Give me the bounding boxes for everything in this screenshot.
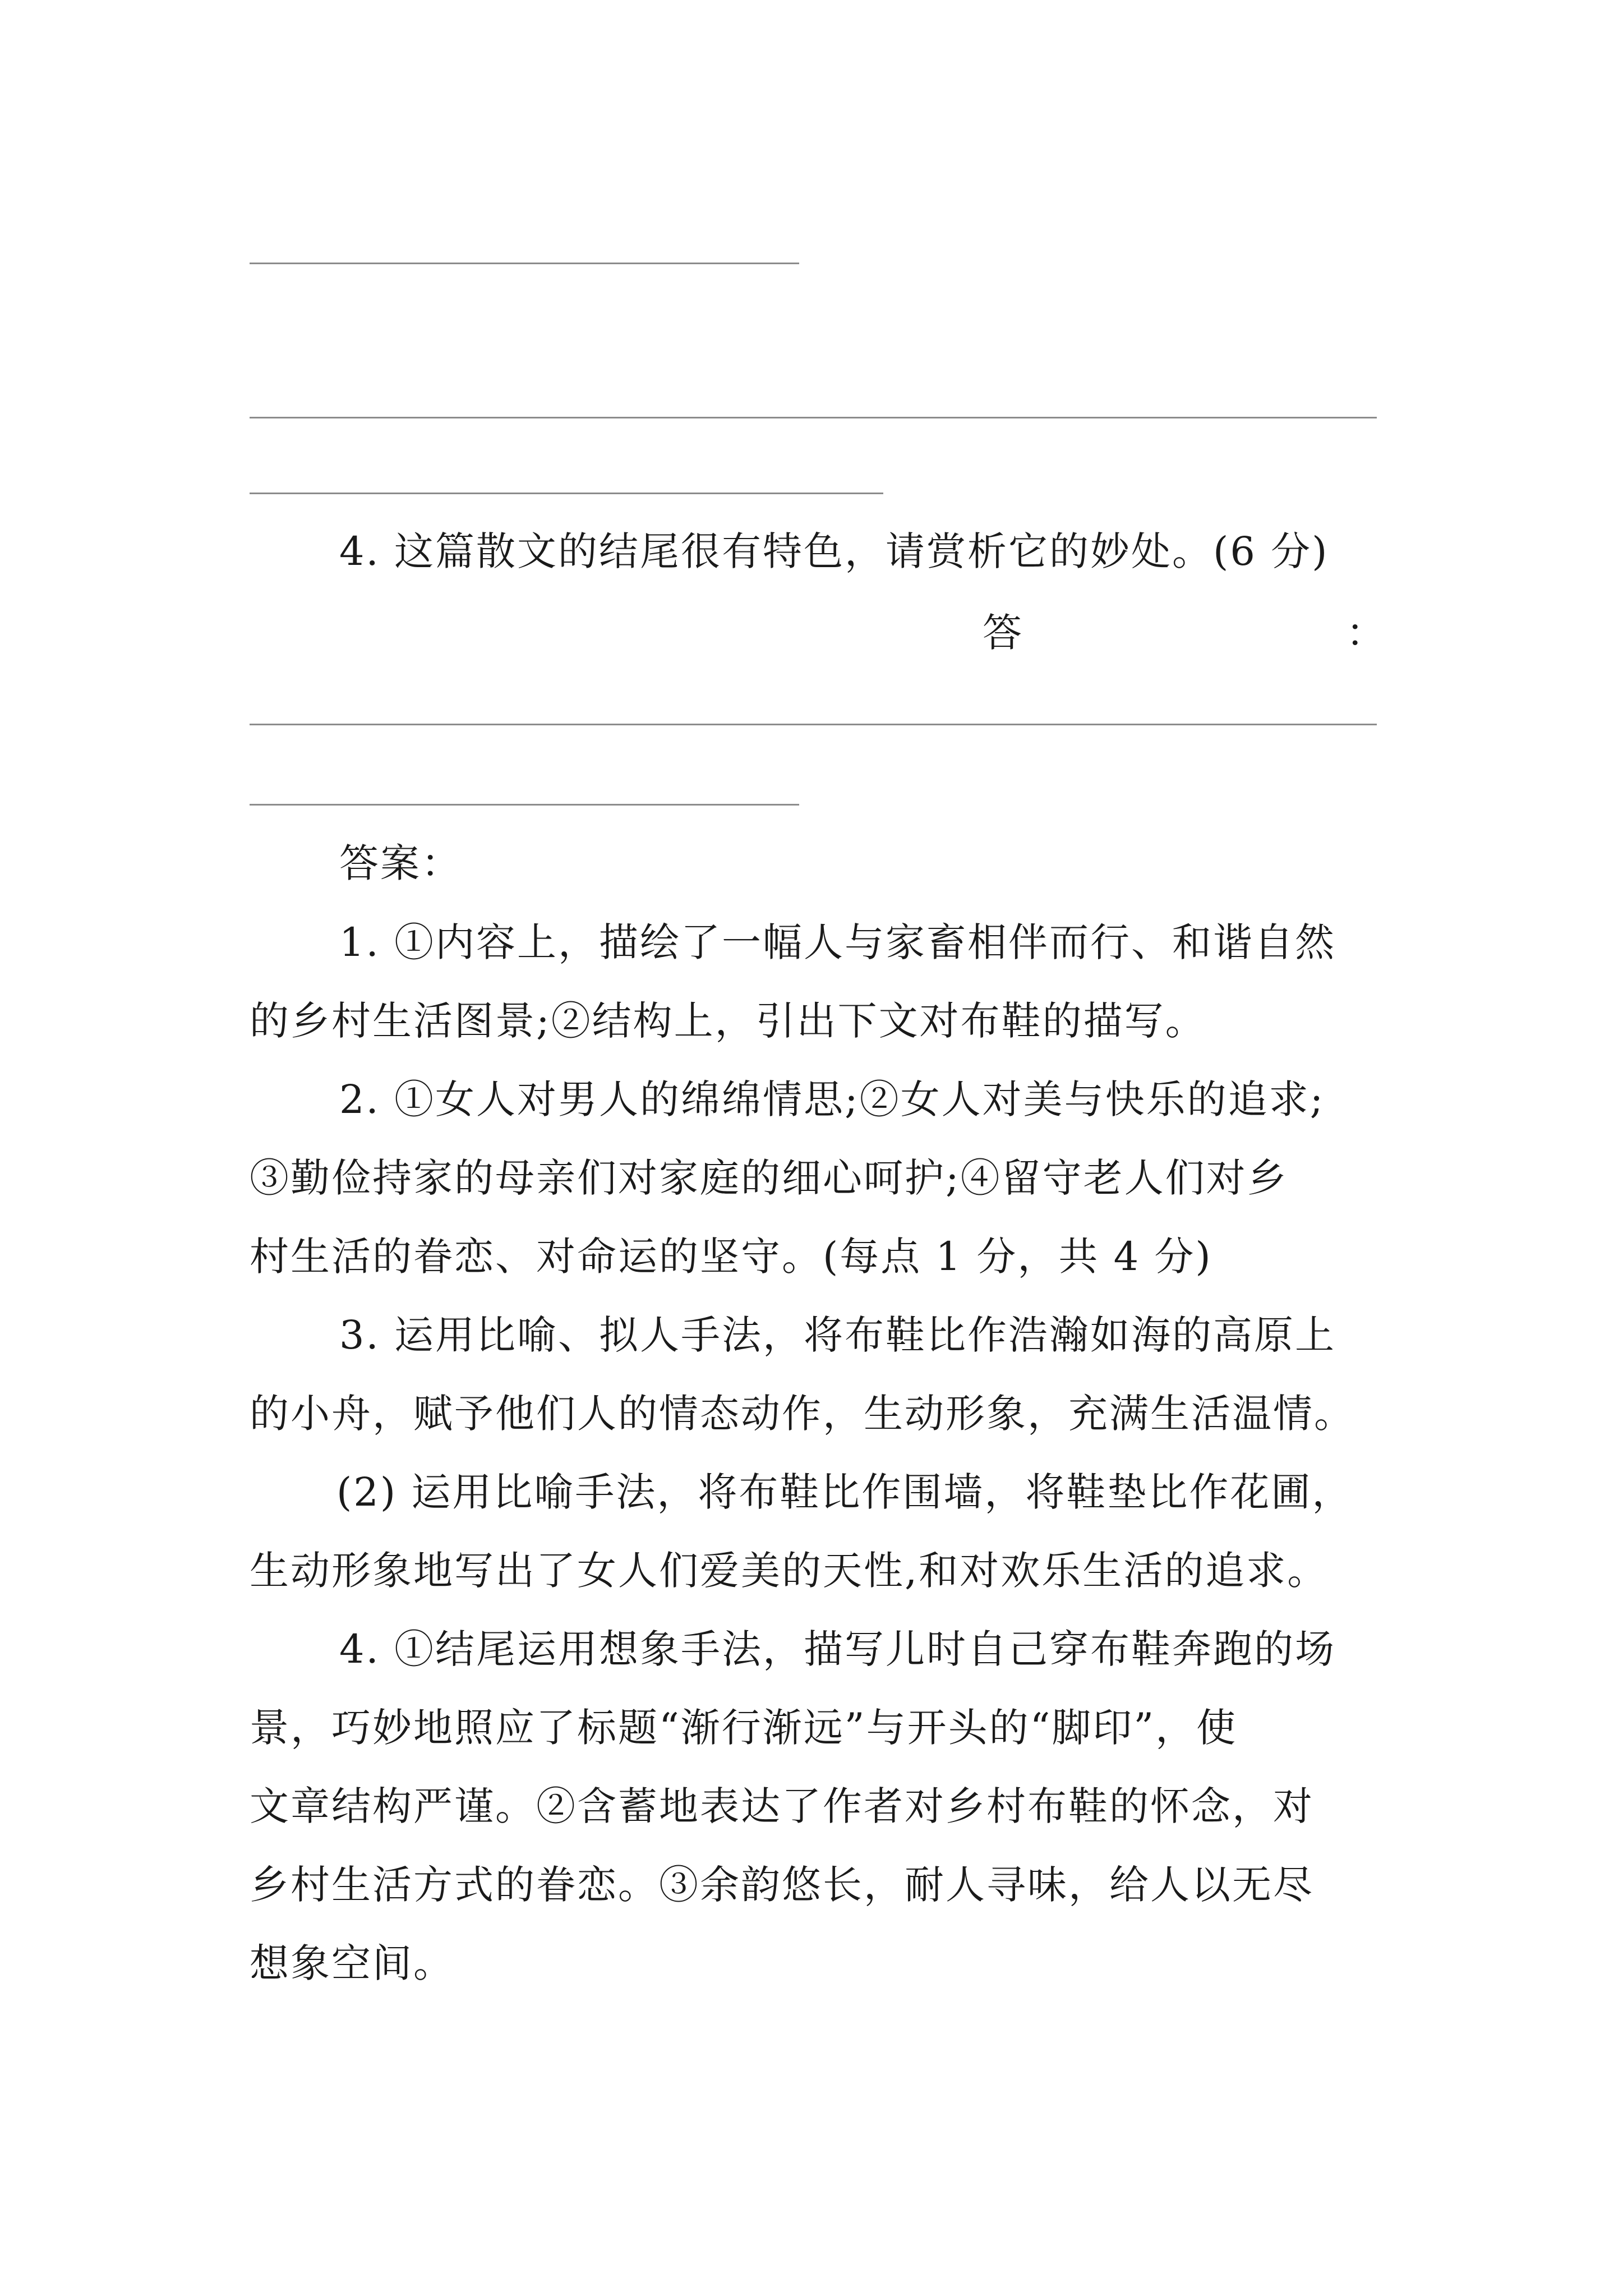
answer-1-line: 的乡村生活图景;②结构上，引出下文对布鞋的描写。 — [250, 998, 1206, 1044]
answer-4-line: 4. ①结尾运用想象手法，描写儿时自己穿布鞋奔跑的场 — [339, 1626, 1336, 1672]
answer-colon: ： — [1346, 610, 1385, 656]
answer-4-line: 乡村生活方式的眷恋。③余韵悠长，耐人寻味，给人以无尽 — [250, 1862, 1314, 1908]
answer-blank-line — [250, 263, 799, 264]
answer-3b-line: 生动形象地写出了女人们爱美的天性,和对欢乐生活的追求。 — [250, 1548, 1329, 1594]
answer-blank-line — [250, 417, 1377, 418]
answer-2-line: ③勤俭持家的母亲们对家庭的细心呵护;④留守老人们对乡 — [250, 1155, 1288, 1201]
answer-label: 答 — [983, 610, 1022, 656]
answer-4-line: 想象空间。 — [250, 1940, 454, 1986]
answer-blank-line — [250, 724, 1377, 725]
answer-blank-line — [250, 493, 883, 494]
answer-2-line: 村生活的眷恋、对命运的坚守。(每点 1 分，共 4 分) — [250, 1234, 1212, 1280]
answer-2-line: 2. ①女人对男人的绵绵情思;②女人对美与快乐的追求; — [339, 1076, 1325, 1122]
answer-3-line: 3. 运用比喻、拟人手法，将布鞋比作浩瀚如海的高原上 — [339, 1312, 1336, 1358]
answer-blank-line — [250, 804, 799, 806]
question-4: 4. 这篇散文的结尾很有特色，请赏析它的妙处。(6 分) — [339, 528, 1329, 574]
answers-heading: 答案： — [339, 840, 462, 886]
answer-1-line: 1. ①内容上，描绘了一幅人与家畜相伴而行、和谐自然 — [339, 919, 1336, 965]
answer-3b-line: (2) 运用比喻手法，将布鞋比作围墙，将鞋垫比作花圃， — [336, 1469, 1353, 1515]
answer-4-line: 景，巧妙地照应了标题“渐行渐远”与开头的“脚印”，使 — [250, 1705, 1238, 1751]
answer-3-line: 的小舟，赋予他们人的情态动作，生动形象，充满生活温情。 — [250, 1391, 1355, 1437]
answer-4-line: 文章结构严谨。②含蓄地表达了作者对乡村布鞋的怀念，对 — [250, 1783, 1314, 1829]
